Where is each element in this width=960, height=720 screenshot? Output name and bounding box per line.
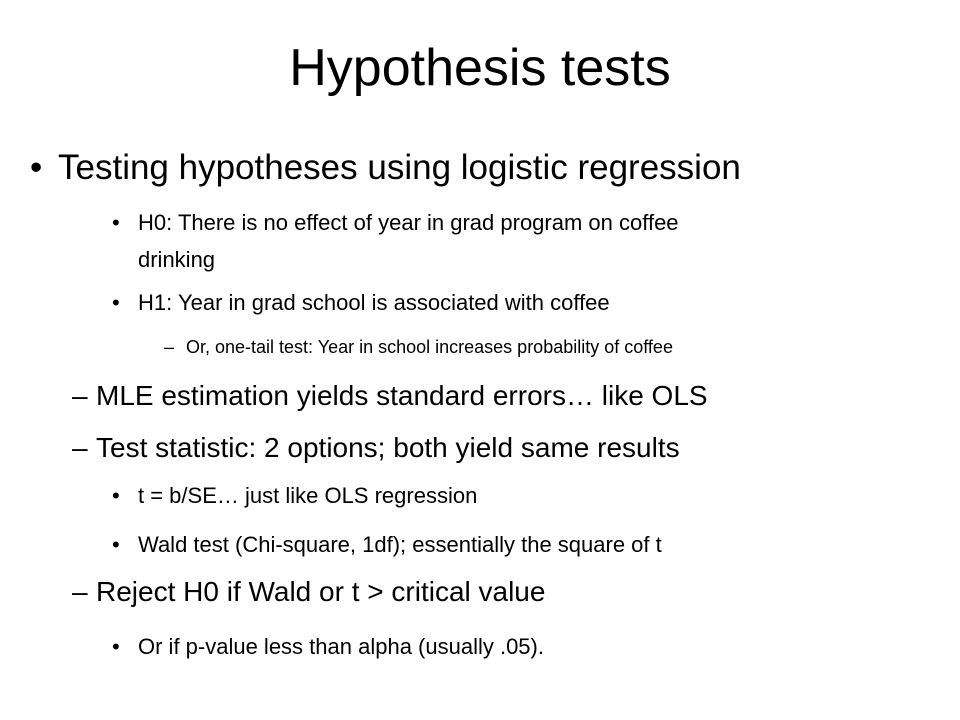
dash-marker: – [72,380,88,411]
bullet-marker: • [112,634,120,659]
dash-marker: – [72,432,88,463]
bullet-marker: • [30,148,43,187]
bullet-testing-hypotheses: Testing hypotheses using logistic regression [58,148,741,187]
bullet-marker: • [112,532,120,557]
bullet-h0: H0: There is no effect of year in grad program on coffee [138,210,679,235]
bullet-p-value: Or if p-value less than alpha (usually .05). [138,634,544,659]
bullet-wald-test: Wald test (Chi-square, 1df); essentially the square of t [138,532,662,557]
dash-marker: – [72,576,88,607]
bullet-h0-continuation: drinking [138,247,216,272]
bullet-marker: • [112,483,120,508]
bullet-reject-h0: Reject H0 if Wald or t > critical value [96,576,546,607]
bullet-mle-estimation: MLE estimation yields standard errors… like OLS [96,380,708,411]
bullet-t-statistic: t = b/SE… just like OLS regression [138,483,478,508]
slide-title: Hypothesis tests [289,39,671,97]
bullet-marker: • [112,210,120,235]
dash-marker: – [164,337,175,357]
bullet-test-statistic: Test statistic: 2 options; both yield same results [96,432,680,463]
bullet-marker: • [112,290,120,315]
bullet-h1: H1: Year in grad school is associated with coffee [138,290,610,315]
bullet-one-tail: Or, one-tail test: Year in school increases probability of coffee [186,337,673,357]
